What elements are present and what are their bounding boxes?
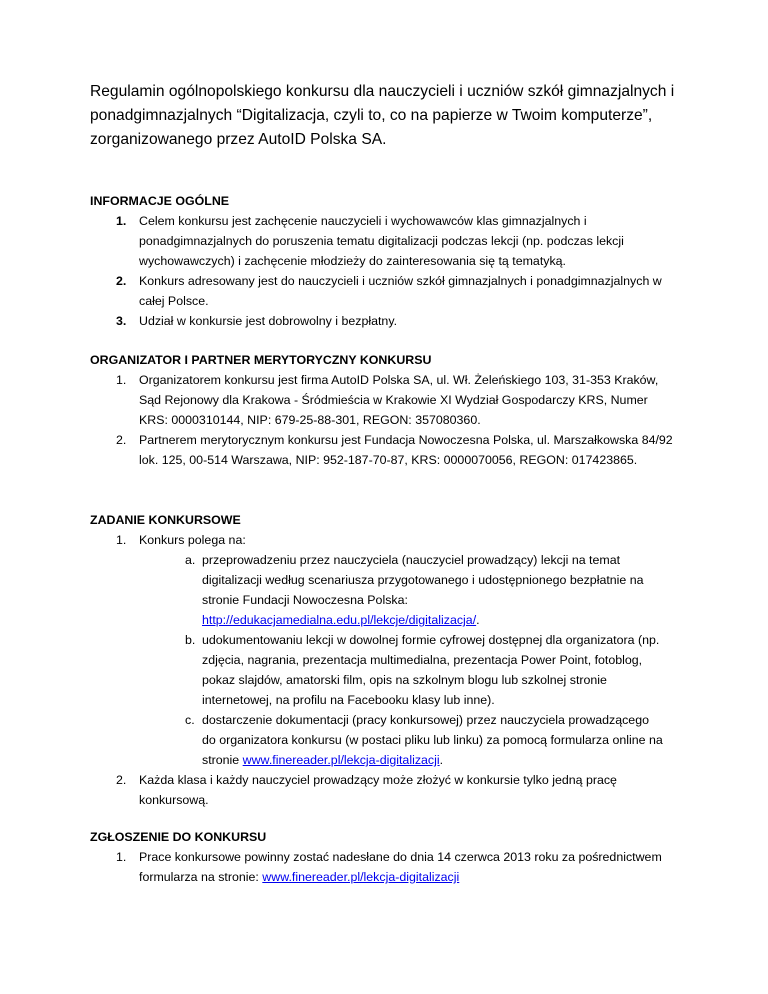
sublist-letter: c. [185, 713, 195, 727]
section-heading-general: INFORMACJE OGÓLNE [90, 194, 230, 208]
list-item [116, 211, 676, 271]
list-item [116, 430, 676, 470]
list-number: 1. [116, 373, 127, 387]
sublist-item [185, 630, 663, 710]
sublist-item-text: przeprowadzeniu przez nauczyciela (nauczyciel prowadzący) lekcji na temat digitalizacji według scenariusza przygotowanego i udostępnionego bezpłatnie na stronie Fundacji Nowoczesna Polska: [202, 553, 644, 607]
section-heading-submission: ZGŁOSZENIE DO KONKURSU [90, 830, 267, 844]
list-item-text: Konkurs adresowany jest do nauczycieli i uczniów szkół gimnazjalnych i ponadgimnazjalnych w całej Polsce. [139, 274, 662, 308]
list-item-text: Prace konkursowe powinny zostać nadesłane do dnia 14 czerwca 2013 roku za pośrednictwem formularza na stronie: [139, 850, 662, 884]
task-sublist [139, 550, 663, 770]
list-item-text: Celem konkursu jest zachęcenie nauczycieli i wychowawców klas gimnazjalnych i ponadgimnazjalnych do poruszenia tematu digitalizacji podczas lekcji (np. podczas lekcji wychowawczych) i zachęcenie młodzieży do zainteresowania się tą tematyką. [139, 214, 624, 268]
section-heading-organizer: ORGANIZATOR I PARTNER MERYTORYCZNY KONKURSU [90, 353, 432, 367]
task-list [116, 530, 676, 810]
list-number: 2. [116, 274, 127, 288]
list-item [116, 370, 676, 430]
list-number: 1. [116, 214, 127, 228]
list-item-text: Partnerem merytorycznym konkursu jest Fundacja Nowoczesna Polska, ul. Marszałkowska 84/92 lok. 125, 00-514 Warszawa, NIP: 952-187-70-87, KRS: 0000070056, REGON: 017423865. [139, 433, 673, 467]
list-item [116, 770, 676, 810]
link-suffix: . [476, 613, 480, 627]
general-list [116, 211, 676, 331]
document-title: Regulamin ogólnopolskiego konkursu dla nauczycieli i uczniów szkół gimnazjalnych i ponadgimnazjalnych “Digitalizacja, czyli to, co na papierze w Twoim komputerze”, zorganizowanego przez AutoID Polska SA. [90, 83, 675, 148]
sublist-letter: a. [185, 553, 196, 567]
list-item-text: Konkurs polega na: [139, 533, 246, 547]
list-item-text: Udział w konkursie jest dobrowolny i bezpłatny. [139, 314, 398, 328]
list-item [116, 847, 676, 887]
sublist-letter: b. [185, 633, 196, 647]
submission-list [116, 847, 676, 887]
sublist-item-text: dostarczenie dokumentacji (pracy konkursowej) przez nauczyciela prowadzącego do organizatora konkursu (w postaci pliku lub linku) za pomocą formularza online na stronie [202, 713, 663, 767]
scenario-link[interactable]: http://edukacjamedialna.edu.pl/lekcje/digitalizacja/ [202, 613, 477, 627]
list-number: 1. [116, 850, 127, 864]
list-number: 2. [116, 773, 127, 787]
list-number: 2. [116, 433, 127, 447]
list-number: 1. [116, 533, 127, 547]
section-heading-task: ZADANIE KONKURSOWE [90, 513, 241, 527]
list-item [116, 271, 676, 311]
list-number: 3. [116, 314, 127, 328]
submission-link[interactable]: www.finereader.pl/lekcja-digitalizacji [262, 870, 460, 884]
form-link[interactable]: www.finereader.pl/lekcja-digitalizacji [242, 753, 440, 767]
organizer-list [116, 370, 676, 470]
link-suffix: . [439, 753, 444, 767]
list-item-text: Organizatorem konkursu jest firma AutoID Polska SA, ul. Wł. Żeleńskiego 103, 31-353 Kraków, Sąd Rejonowy dla Krakowa - Śródmieścia w Krakowie XI Wydział Gospodarczy KRS, Numer KRS: 0000310144, NIP: 679-25-88-301, REGON: 357080360. [139, 373, 659, 427]
sublist-item [185, 710, 663, 770]
list-item-text: Każda klasa i każdy nauczyciel prowadzący może złożyć w konkursie tylko jedną pracę konkursową. [139, 773, 617, 807]
list-item [116, 311, 676, 331]
list-item [116, 530, 676, 770]
sublist-item [185, 550, 663, 630]
sublist-item-text: udokumentowaniu lekcji w dowolnej formie cyfrowej dostępnej dla organizatora (np. zdjęcia, nagrania, prezentacja multimedialna, prezentacja Power Point, fotoblog, pokaz slajdów, amatorski film, opis na szkolnym blogu lub szkolnej stronie internetowej, na profilu na Facebooku klasy lub inne). [202, 633, 660, 707]
